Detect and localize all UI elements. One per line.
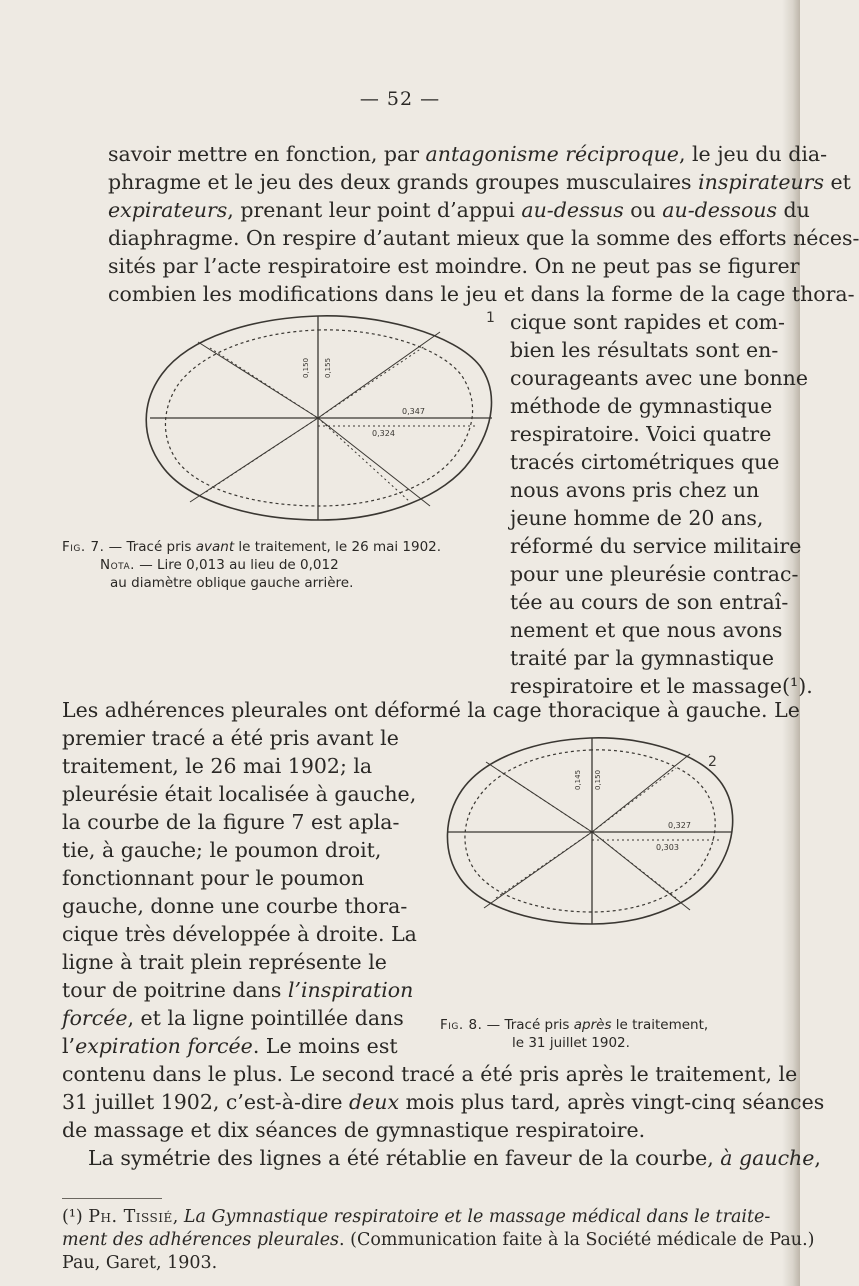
fig7-nota: Nota. — Lire 0,013 au lieu de 0,012 xyxy=(100,557,339,573)
footnote-line2: ment des adhérences pleurales. (Communication faite à la Société médicale de Pau.) xyxy=(62,1230,815,1250)
page-number: — 52 — xyxy=(359,88,441,110)
fig7-nota-line2: au diamètre oblique gauche arrière. xyxy=(110,575,354,591)
para1-line6: combien les modifications dans le jeu et dans la forme de la cage thora- xyxy=(108,282,855,306)
para1-line3: expirateurs, prenant leur point d’appui au-dessus ou au-dessous du xyxy=(108,198,810,222)
fig8-caption-line2: le 31 juillet 1902. xyxy=(512,1035,630,1051)
footnote-line1: (¹) Ph. Tissié, La Gymnastique respiratoire et le massage médical dans le traite- xyxy=(62,1207,771,1227)
fig7-label-d: 0,155 xyxy=(324,357,332,378)
fig8-number: 2 xyxy=(708,754,717,770)
para1-line2: phragme et le jeu des deux grands groupes musculaires inspirateurs et xyxy=(108,170,851,194)
fig8-label-d: 0,150 xyxy=(594,769,602,790)
fig7-label-a: 0,347 xyxy=(402,407,425,416)
para3-line1: contenu dans le plus. Le second tracé a été pris après le traitement, le xyxy=(62,1062,798,1086)
footnote-rule xyxy=(62,1198,162,1199)
fig7-number: 1 xyxy=(486,310,495,326)
fig7-label-b: 0,324 xyxy=(372,429,395,438)
figure-7-diagram xyxy=(140,306,510,534)
para3-line4: La symétrie des lignes a été rétablie en faveur de la courbe, à gauche, xyxy=(88,1146,821,1170)
para3-line2: 31 juillet 1902, c’est-à-dire deux mois plus tard, après vingt-cinq séances xyxy=(62,1090,825,1114)
para1-line4: diaphragme. On respire d’autant mieux que la somme des efforts néces- xyxy=(108,226,859,250)
para1-line5: sités par l’acte respiratoire est moindre. On ne peut pas se figurer xyxy=(108,254,800,278)
para1-line1: savoir mettre en fonction, par antagonisme réciproque, le jeu du dia- xyxy=(108,142,828,166)
footnote-line3: Pau, Garet, 1903. xyxy=(62,1253,218,1273)
fig8-caption: Fig. 8. — Tracé pris après le traitement, xyxy=(440,1017,709,1033)
fig7-caption: Fig. 7. — Tracé pris avant le traitement, le 26 mai 1902. xyxy=(62,539,442,555)
fig8-label-b: 0,303 xyxy=(656,843,679,852)
para3-line3: de massage et dix séances de gymnastique respiratoire. xyxy=(62,1118,646,1142)
fig8-label-c: 0,145 xyxy=(574,769,582,790)
fig8-label-a: 0,327 xyxy=(668,821,691,830)
para2-line1: Les adhérences pleurales ont déformé la cage thoracique à gauche. Le xyxy=(62,698,800,722)
figure-8-diagram xyxy=(440,732,740,932)
fig7-label-c: 0,150 xyxy=(302,357,310,378)
